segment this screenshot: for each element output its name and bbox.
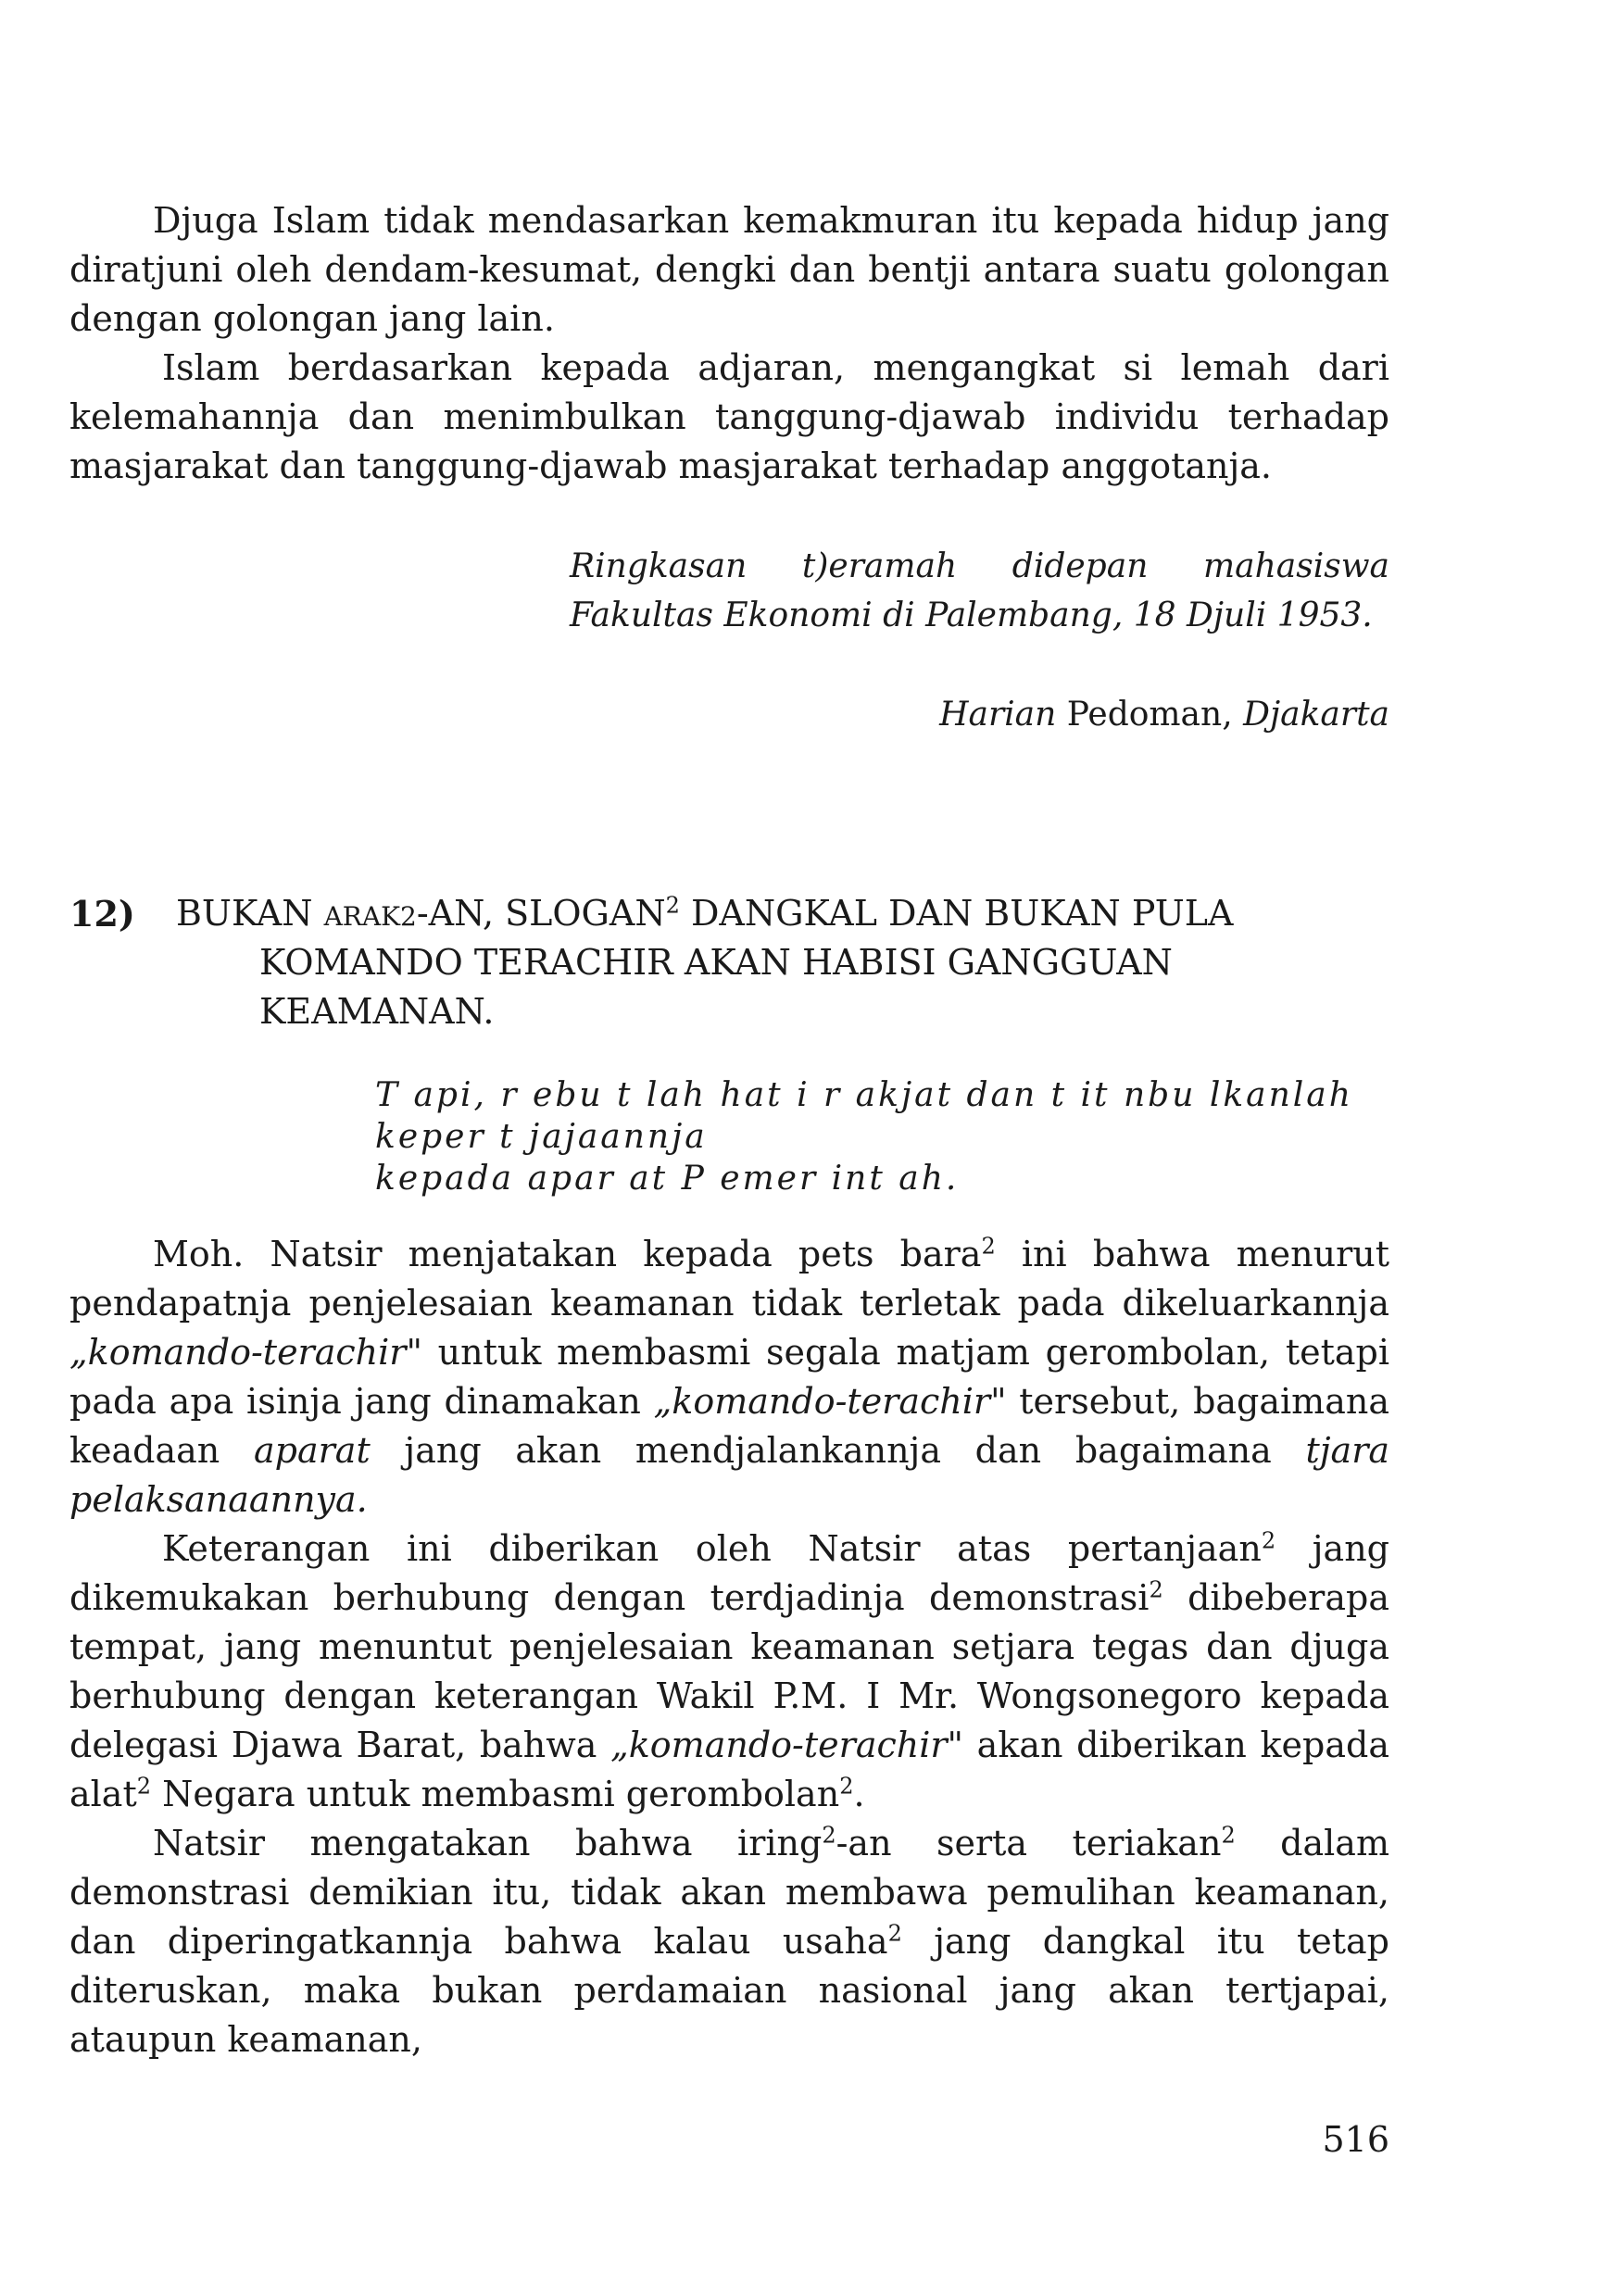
p2-text-c: dibeberapa tempat, jang menuntut penjelesaian keamanan setjara tegas dan djuga berhubung dengan keterangan Wakil P.M. I Mr. Wongsonegoro kepada delegasi Djawa Barat, bahwa (69, 1577, 1389, 1765)
p2-text-b: jang dikemukakan berhubung dengan terdjadinja demonstrasi (69, 1528, 1389, 1618)
p3-superscript-1: 2 (822, 1822, 836, 1849)
p1-text-a: Moh. Natsir menjatakan kepada pets bara (153, 1234, 982, 1274)
p2-superscript-3: 2 (136, 1773, 152, 1800)
p1-text-e: jang akan mendjalankannja dan bagaimana (370, 1430, 1306, 1471)
heading-line-2: KOMANDO TERACHIR AKAN HABISI GANGGUAN (259, 942, 1173, 983)
heading-line-1-part-c: DANGKAL DAN BUKAN PULA (679, 893, 1234, 934)
p1-italic-1: „komando-terachir" (69, 1332, 422, 1373)
p2-text-e: Negara untuk membasmi gerombolan (151, 1774, 840, 1814)
page-number: 516 (1322, 2119, 1389, 2160)
heading-line-1-smallcaps: ARAK2 (323, 901, 417, 932)
p3-superscript-3: 2 (887, 1920, 902, 1947)
heading-line-1-part-b: -AN, SLOGAN (416, 893, 666, 934)
p2-text-f: . (853, 1774, 865, 1814)
epigraph-line-1: T api, r ebu t lah hat i r akjat dan t it nbu lkanlah (375, 1076, 1353, 1114)
p3-text-d: jang dangkal itu tetap diteruskan, maka bukan perdamaian nasional jang akan tertjapai, ataupun keamanan, (69, 1921, 1390, 2060)
body-paragraph-3 (69, 1819, 1389, 2064)
p3-text-a: Natsir mengatakan bahwa iring (153, 1823, 823, 1863)
source-city: Djakarta (1243, 696, 1389, 734)
p1-italic-4: tjara pelaksanaannya. (69, 1430, 1390, 1520)
p1-text-b: ini bahwa menurut pendapatnja penjelesaian keamanan tidak terletak pada dikeluarkannja (69, 1234, 1389, 1324)
body-paragraph-2 (69, 1524, 1389, 1819)
source-prefix: Harian (939, 696, 1057, 734)
p2-superscript-4: 2 (839, 1773, 854, 1800)
intro-paragraph-1: Djuga Islam tidak mendasarkan kemakmuran itu kepada hidup jang diratjuni oleh dendam-kesumat, dengki dan bentji antara suatu golongan dengan golongan jang lain. (69, 200, 1389, 339)
p2-superscript-2: 2 (1149, 1576, 1163, 1603)
epigraph (375, 1074, 1385, 1199)
p1-italic-2: „komando-terachir" (653, 1381, 1007, 1422)
heading-line-1 (176, 889, 1233, 941)
source-name: Pedoman, (1066, 696, 1233, 734)
intro-section (69, 196, 1389, 491)
p2-italic: „komando-terachir" (610, 1725, 964, 1765)
p3-text-b: -an serta teriakan (836, 1823, 1222, 1863)
p2-superscript-1: 2 (1261, 1527, 1276, 1554)
body-section (69, 1230, 1389, 2064)
heading-superscript: 2 (665, 892, 680, 919)
heading-line-3: KEAMANAN. (259, 991, 495, 1032)
p3-superscript-2: 2 (1221, 1822, 1236, 1849)
p1-superscript: 2 (981, 1233, 996, 1260)
epigraph-line-2: keper t jajaannja (375, 1118, 708, 1156)
heading-line-1-part-a: BUKAN (176, 893, 324, 934)
p3-text-c: dalam demonstrasi demikian itu, tidak akan membawa pemulihan keamanan, dan diperingatkannja bahwa kalau usaha (69, 1823, 1389, 1962)
body-paragraph-1 (69, 1230, 1389, 1524)
speech-caption: Ringkasan t)eramah didepan mahasiswa Fakultas Ekonomi di Palembang, 18 Djuli 1953. (570, 547, 1389, 634)
p2-text-a: Keterangan ini diberikan oleh Natsir atas pertanjaan (162, 1528, 1262, 1569)
intro-paragraph-2: Islam berdasarkan kepada adjaran, mengangkat si lemah dari kelemahannja dan menimbulkan tanggung-djawab individu terhadap masjarakat dan tanggung-djawab masjarakat terhadap anggotanja. (69, 347, 1389, 486)
section-number: 12) (69, 893, 135, 935)
p2-text-d: akan diberikan kepada alat (69, 1725, 1389, 1814)
p1-text-c: untuk membasmi segala matjam gerombolan, tetapi pada apa isinja jang dinamakan (69, 1332, 1389, 1422)
p1-italic-3: aparat (253, 1430, 371, 1471)
source-citation (939, 690, 1389, 739)
p1-text-d: tersebut, bagaimana keadaan (69, 1381, 1389, 1471)
epigraph-line-3: kepada apar at P emer int ah. (375, 1160, 960, 1198)
